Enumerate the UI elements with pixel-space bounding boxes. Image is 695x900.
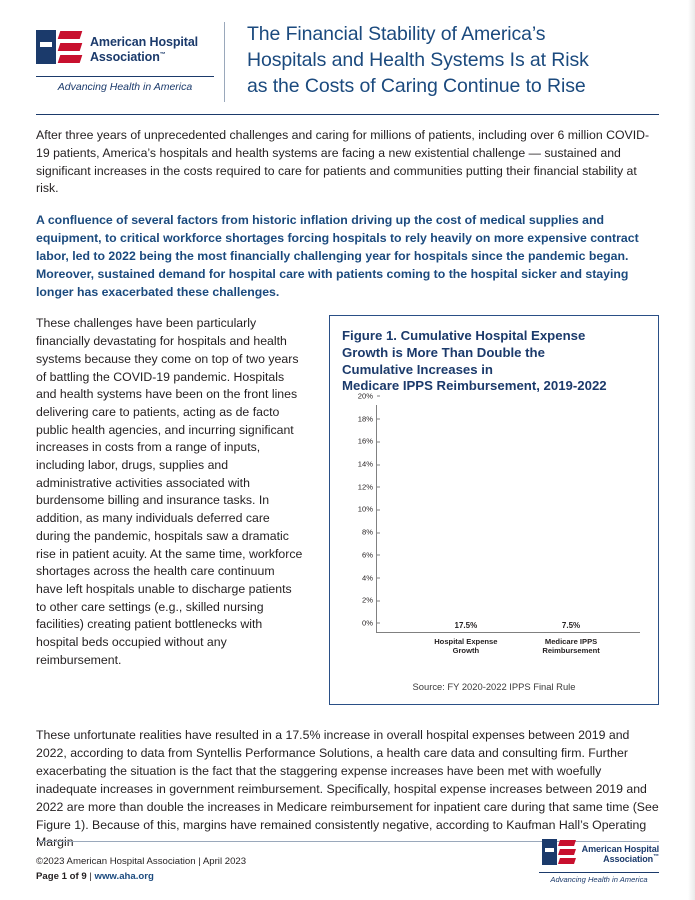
footer-logo-divider bbox=[539, 872, 659, 873]
y-axis-tick: 4% bbox=[362, 573, 377, 582]
left-column-text bbox=[36, 315, 304, 669]
y-axis-tick: 2% bbox=[362, 596, 377, 605]
bar-value-label: 7.5% bbox=[561, 620, 581, 630]
intro-paragraph: After three years of unprecedented challenges and caring for millions of patients, including over 6 million COVID-19 patients, America’s hospitals and health systems are facing a new existential challenge — sustained and significant increases in the costs required to care for patients and communities putting their financial stability at risk. bbox=[36, 128, 650, 196]
figure-1 bbox=[329, 315, 659, 705]
footer-logo-line1: American Hospital bbox=[581, 843, 659, 854]
aha-logo-line1: American Hospital bbox=[90, 35, 199, 50]
y-axis-tick: 14% bbox=[358, 460, 377, 469]
page-title-line1: The Financial Stability of America’s bbox=[247, 23, 546, 45]
footer-aha-logo-icon bbox=[542, 839, 576, 869]
y-axis-tick: 8% bbox=[362, 528, 377, 537]
x-axis-label: Medicare IPPS Reimbursement bbox=[542, 636, 600, 656]
highlight-paragraph: A confluence of several factors from historic inflation driving up the cost of medical supplies and equipment, to critical workforce shortages forcing hospitals to rely heavily on more expensive contract labor, led to 2022 being the most financially challenging year for hospitals since the pandemic began. Moreover, sustained demand for hospital care with patients coming to the hospital sicker and staying longer has exacerbated these challenges. bbox=[36, 213, 639, 299]
aha-logo-trademark: ™ bbox=[159, 51, 166, 58]
figure-title bbox=[342, 328, 646, 395]
footer-aha-logo bbox=[539, 839, 659, 884]
bar-value-label: 17.5% bbox=[454, 620, 478, 630]
closing-paragraph: These unfortunate realities have resulted in a 17.5% increase in overall hospital expenses between 2019 and 2022, according to data from Syntellis Performance Solutions, a health care data and consulting firm. Further exacerbating the situation is the fact that the staggering expense increases have been met with woefully inadequate increases in government reimbursement. Specifically, hospital expense increases between 2019 and 2022 are more than double the increases in Medicare reimbursement for inpatient care during that same time (See Figure 1). Because of this, margins have remained consistently negative, according to Kaufman Hall’s Operating Margin bbox=[36, 728, 659, 850]
figure-title-line3: Cumulative Increases in bbox=[342, 361, 493, 377]
footer-separator: | bbox=[89, 870, 92, 882]
two-column-section bbox=[36, 315, 659, 715]
aha-logo-line2: Association bbox=[90, 50, 160, 64]
footer-logo-line2: Association bbox=[603, 854, 654, 864]
aha-logo-icon bbox=[36, 30, 82, 70]
footer-copyright: ©2023 American Hospital Association | April 2023 bbox=[36, 856, 247, 868]
figure-source: Source: FY 2020-2022 IPPS Final Rule bbox=[412, 680, 576, 692]
figure-title-line1: Figure 1. Cumulative Hospital Expense bbox=[342, 328, 586, 344]
footer-text bbox=[36, 855, 246, 884]
footer-page-number: Page 1 of 9 bbox=[36, 870, 87, 882]
page-header bbox=[0, 0, 695, 108]
logo-divider bbox=[36, 76, 214, 77]
aha-logo-text bbox=[90, 35, 198, 65]
figure-title-line4: Medicare IPPS Reimbursement, 2019-2022 bbox=[342, 378, 607, 394]
bar-chart bbox=[342, 391, 646, 669]
page-title bbox=[224, 22, 655, 102]
footer-aha-tagline: Advancing Health in America bbox=[550, 875, 648, 884]
page-footer bbox=[36, 839, 659, 884]
page-title-line2: Hospitals and Health Systems Is at Risk bbox=[247, 48, 589, 71]
y-axis-tick: 18% bbox=[358, 414, 377, 423]
chart-plot-area bbox=[357, 391, 640, 656]
page-title-line3: as the Costs of Caring Continue to Rise bbox=[247, 74, 586, 97]
y-axis-tick: 10% bbox=[358, 505, 377, 514]
x-axis-label: Hospital Expense Growth bbox=[434, 636, 498, 656]
left-column-paragraph: These challenges have been particularly financially devastating for hospitals and health systems because they come on top of two years of battling the COVID-19 pandemic. Hospitals and health systems have been on the front lines delivering care to patients, acting as de facto public health agencies, and incurring significant increases in costs from a range of inputs, including labor, drugs, supplies and administrative activities associated with burdensome billing and insurance tasks. In addition, as many individuals deferred care during the pandemic, hospitals saw a dramatic rise in patient acuity. At the same time, workforce shortages across the health care continuum have left hospitals unable to discharge patients to other care settings (e.g., skilled nursing facilities) creating patient bottlenecks with hospital beds occupied without any reimbursement. bbox=[36, 316, 303, 667]
footer-aha-logo-text bbox=[582, 844, 659, 865]
y-axis-tick: 12% bbox=[358, 482, 377, 491]
y-axis-tick: 20% bbox=[358, 391, 377, 400]
header-divider bbox=[36, 114, 659, 115]
footer-logo-trademark: ™ bbox=[653, 854, 659, 860]
aha-tagline: Advancing Health in America bbox=[57, 81, 193, 93]
footer-url-link[interactable]: www.aha.org bbox=[94, 870, 154, 882]
y-axis-tick: 6% bbox=[362, 550, 377, 559]
document-content bbox=[0, 127, 695, 852]
figure-title-line2: Growth is More Than Double the bbox=[342, 345, 545, 361]
y-axis-tick: 0% bbox=[362, 618, 377, 627]
page-edge-shadow bbox=[688, 0, 695, 900]
y-axis-tick: 16% bbox=[358, 437, 377, 446]
aha-logo bbox=[36, 22, 216, 93]
